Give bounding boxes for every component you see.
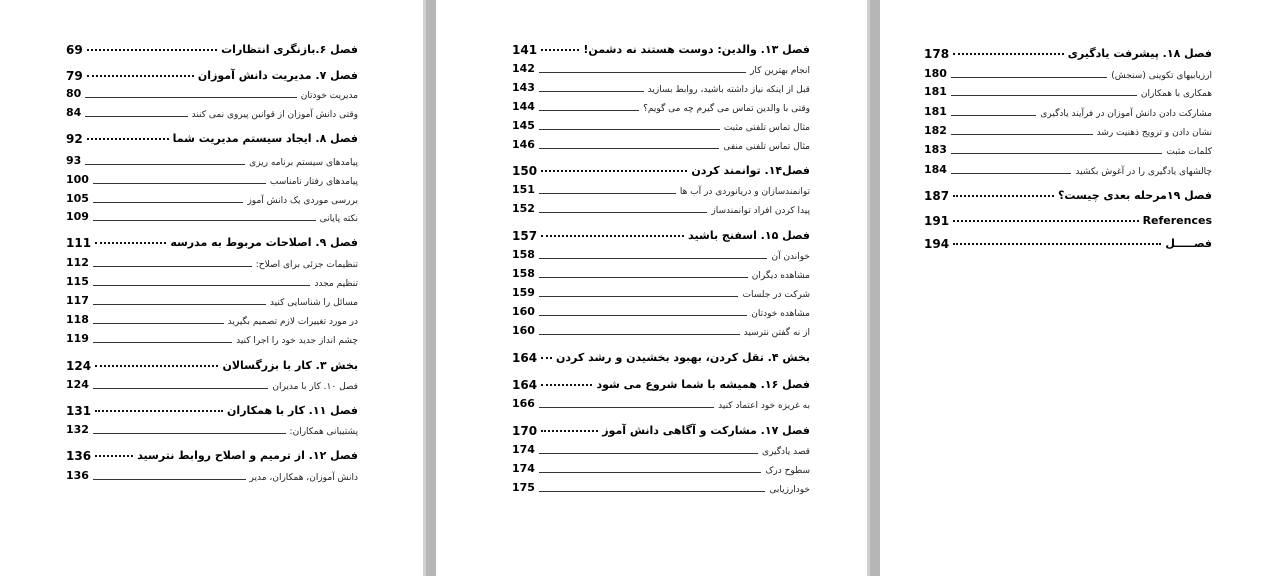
page-number: 80 xyxy=(66,87,82,100)
toc-subentry xyxy=(512,459,810,479)
section-title: مثال تماس تلفنی منفی xyxy=(723,142,810,152)
line-leader xyxy=(93,202,243,203)
page-number: 117 xyxy=(66,294,89,307)
line-leader xyxy=(93,479,246,480)
chapter-title: فصل ۱۹مرحله بعدی چیست؟ xyxy=(1058,189,1212,202)
page-number: 136 xyxy=(66,449,92,463)
toc-heading-entry xyxy=(66,40,358,60)
page-number: 141 xyxy=(512,43,538,57)
page-number: 170 xyxy=(512,424,538,438)
line-leader xyxy=(539,491,765,492)
section-title: قصد یادگیری xyxy=(762,447,810,457)
toc-subentry xyxy=(66,253,358,273)
toc-subentry xyxy=(66,420,358,440)
page-number: 160 xyxy=(512,305,535,318)
section-title: قبل از اینکه نیاز داشته باشید، روابط بسازید xyxy=(647,85,810,95)
page-number: 174 xyxy=(512,443,535,456)
page-number: 160 xyxy=(512,324,535,337)
toc-subentry xyxy=(66,375,358,395)
dot-leader xyxy=(87,75,194,77)
page-number: 93 xyxy=(66,154,82,167)
page-number: 142 xyxy=(512,62,535,75)
page-number: 145 xyxy=(512,119,535,132)
section-title: مدیریت خودتان xyxy=(300,91,358,101)
toc-heading-entry xyxy=(924,211,1212,231)
dot-leader xyxy=(95,242,166,244)
page-number: 136 xyxy=(66,469,89,482)
toc-subentry xyxy=(66,310,358,330)
page-number: 115 xyxy=(66,275,89,288)
section-title: سطوح درک xyxy=(765,466,810,476)
page-number: 181 xyxy=(924,105,947,118)
toc-subentry xyxy=(924,160,1212,180)
page-number: 164 xyxy=(512,351,538,365)
section-title: نشان دادن و ترویج ذهنیت رشد xyxy=(1096,128,1212,138)
chapter-title: فصل ۶.بازنگری انتظارات xyxy=(221,43,358,56)
page-number: 174 xyxy=(512,462,535,475)
toc-subentry xyxy=(512,116,810,136)
line-leader xyxy=(93,323,224,324)
section-title: چشم انداز جدید خود را اجرا کنید xyxy=(236,336,358,346)
dot-leader xyxy=(541,49,579,51)
toc-subentry xyxy=(66,291,358,311)
section-title: کلمات مثبت xyxy=(1166,147,1212,157)
chapter-title: فصل ۱۶. همیشه با شما شروع می شود xyxy=(596,378,810,391)
section-title: دانش آموزان، همکاران، مدیر xyxy=(249,473,358,483)
line-leader xyxy=(539,110,639,111)
toc-subentry xyxy=(924,121,1212,141)
chapter-title: فصل۱۴. توانمند کردن xyxy=(691,164,810,177)
page-number: 84 xyxy=(66,106,82,119)
toc-subentry xyxy=(924,140,1212,160)
toc-heading-entry xyxy=(66,66,358,86)
chapter-title: فصل ۱۲. از ترمیم و اصلاح روابط نترسید xyxy=(137,449,358,462)
section-title: پیامدهای سیستم برنامه ریزی xyxy=(249,158,358,168)
toc-subentry xyxy=(512,135,810,155)
page-number: 164 xyxy=(512,378,538,392)
section-title: در مورد تغییرات لازم تصمیم بگیرید xyxy=(227,317,358,327)
section-title: خودارزیابی xyxy=(769,485,810,495)
dot-leader xyxy=(95,410,223,412)
page-number: 79 xyxy=(66,69,83,83)
toc-subentry xyxy=(924,82,1212,102)
line-leader xyxy=(539,91,644,92)
toc-subentry xyxy=(66,151,358,171)
line-leader xyxy=(539,72,746,73)
toc-heading-entry xyxy=(66,356,358,376)
page-number: 124 xyxy=(66,378,89,391)
line-leader xyxy=(539,258,767,259)
page-number: 159 xyxy=(512,286,535,299)
section-title: بررسی موردی یک دانش آموز xyxy=(247,196,358,206)
page-gutter xyxy=(870,0,880,576)
line-leader xyxy=(93,433,286,434)
line-leader xyxy=(93,285,310,286)
page-number: 131 xyxy=(66,404,92,418)
chapter-title: فصل ۱۷. مشارکت و آگاهی دانش آموز xyxy=(602,424,810,437)
page-number: 146 xyxy=(512,138,535,151)
line-leader xyxy=(85,116,188,117)
page-number: 180 xyxy=(924,67,947,80)
dot-leader xyxy=(953,243,1161,245)
page-number: 158 xyxy=(512,248,535,261)
line-leader xyxy=(93,266,252,267)
section-title: انجام بهترین کار xyxy=(750,66,810,76)
section-title: ارزیابیهای تکوینی (سنجش) xyxy=(1111,71,1212,81)
section-title: همکاری با همکاران xyxy=(1140,89,1212,99)
section-title: فصل ۱۰. کار با مدیران xyxy=(272,382,358,392)
line-leader xyxy=(93,388,268,389)
page-number: 178 xyxy=(924,47,950,61)
page-number: 109 xyxy=(66,210,89,223)
dot-leader xyxy=(541,430,598,432)
toc-subentry xyxy=(924,64,1212,84)
toc-subentry xyxy=(512,440,810,460)
section-title: مشاهده دیگران xyxy=(751,271,810,281)
section-title: پیامدهای رفتار نامناسب xyxy=(269,177,358,187)
page-number: 187 xyxy=(924,189,950,203)
dot-leader xyxy=(541,235,684,237)
toc-subentry xyxy=(512,394,810,414)
toc-subentry xyxy=(66,189,358,209)
section-title: تنظیمات جزئی برای اصلاح: xyxy=(255,260,358,270)
dot-leader xyxy=(541,170,687,172)
line-leader xyxy=(539,315,747,316)
toc-subentry xyxy=(512,245,810,265)
page-number: 183 xyxy=(924,143,947,156)
page-number: 151 xyxy=(512,183,535,196)
toc-heading-entry xyxy=(512,348,810,368)
section-title: از نه گفتن نترسید xyxy=(743,328,810,338)
line-leader xyxy=(539,277,748,278)
toc-heading-entry xyxy=(512,161,810,181)
section-title: توانمندسازان و دریانوردی در آب ها xyxy=(679,187,810,197)
line-leader xyxy=(539,407,714,408)
page-number: 112 xyxy=(66,256,89,269)
dot-leader xyxy=(87,138,169,140)
page-number: 92 xyxy=(66,132,83,146)
line-leader xyxy=(539,212,707,213)
line-leader xyxy=(951,115,1036,116)
line-leader xyxy=(951,173,1071,174)
dot-leader xyxy=(953,195,1054,197)
toc-subentry xyxy=(512,78,810,98)
line-leader xyxy=(539,453,758,454)
line-leader xyxy=(539,296,738,297)
page-number: 194 xyxy=(924,237,950,251)
page-number: 105 xyxy=(66,192,89,205)
toc-subentry xyxy=(512,283,810,303)
toc-subentry xyxy=(512,199,810,219)
toc-heading-entry xyxy=(924,44,1212,64)
chapter-title: فصل ۸. ایجاد سیستم مدیریت شما xyxy=(172,132,358,145)
section-title: مسائل را شناسایی کنید xyxy=(269,298,358,308)
page-number: 157 xyxy=(512,229,538,243)
toc-heading-entry xyxy=(924,186,1212,206)
section-title: مشاهده خودتان xyxy=(751,309,810,319)
toc-subentry xyxy=(66,103,358,123)
section-title: مثال تماس تلفنی مثبت xyxy=(723,123,810,133)
section-title: پشتیبانی همکاران: xyxy=(289,427,358,437)
page-number: 119 xyxy=(66,332,89,345)
toc-subentry xyxy=(66,84,358,104)
section-title: وقتی با والدین تماس می گیرم چه می گویم؟ xyxy=(643,104,810,114)
line-leader xyxy=(539,193,676,194)
section-title: تنظیم مجدد xyxy=(314,279,358,289)
section-title: مشارکت دادن دانش آموزان در فرآیند یادگیری xyxy=(1040,109,1212,119)
toc-subentry xyxy=(66,466,358,486)
chapter-title: فصل ۱۳. والدین: دوست هستند نه دشمن! xyxy=(583,43,810,56)
page-gutter xyxy=(426,0,436,576)
dot-leader xyxy=(95,365,218,367)
page-number: 150 xyxy=(512,164,538,178)
page-number: 184 xyxy=(924,163,947,176)
toc-heading-entry xyxy=(66,401,358,421)
dot-leader xyxy=(953,53,1064,55)
toc-subentry xyxy=(512,180,810,200)
page-number: 191 xyxy=(924,214,950,228)
line-leader xyxy=(93,342,232,343)
page-number: 182 xyxy=(924,124,947,137)
page-number: 144 xyxy=(512,100,535,113)
page-number: 111 xyxy=(66,236,92,250)
chapter-title: بخش ۴. تقل کردن، بهبود بخشیدن و رشد کردن xyxy=(556,351,810,364)
line-leader xyxy=(539,472,761,473)
chapter-title: فصل ۹. اصلاحات مربوط به مدرسه xyxy=(170,236,358,249)
page-number: 175 xyxy=(512,481,535,494)
page-number: 181 xyxy=(924,85,947,98)
toc-heading-entry xyxy=(66,233,358,253)
toc-heading-entry xyxy=(512,40,810,60)
chapter-title: References xyxy=(1142,214,1212,227)
page-number: 69 xyxy=(66,43,83,57)
line-leader xyxy=(539,334,740,335)
toc-subentry xyxy=(66,170,358,190)
chapter-title: فصل ۱۱. کار با همکاران xyxy=(227,404,358,417)
line-leader xyxy=(93,220,316,221)
dot-leader xyxy=(541,357,552,359)
page-number: 118 xyxy=(66,313,89,326)
section-title: نکته پایانی xyxy=(319,214,358,224)
line-leader xyxy=(93,304,266,305)
chapter-title: فصـــــل xyxy=(1165,237,1212,250)
line-leader xyxy=(951,95,1137,96)
dot-leader xyxy=(541,384,592,386)
chapter-title: بخش ۳. کار با بزرگسالان xyxy=(222,359,358,372)
page-number: 124 xyxy=(66,359,92,373)
toc-heading-entry xyxy=(512,226,810,246)
toc-heading-entry xyxy=(924,234,1212,254)
toc-subentry xyxy=(512,59,810,79)
section-title: به غریزه خود اعتماد کنید xyxy=(718,401,810,411)
section-title: شرکت در جلسات xyxy=(742,290,810,300)
line-leader xyxy=(85,164,245,165)
chapter-title: فصل ۱۵. اسفنج باشید xyxy=(688,229,810,242)
section-title: خواندن آن xyxy=(771,252,810,262)
toc-subentry xyxy=(512,478,810,498)
toc-subentry xyxy=(66,207,358,227)
page-number: 132 xyxy=(66,423,89,436)
line-leader xyxy=(539,129,720,130)
page-number: 166 xyxy=(512,397,535,410)
dot-leader xyxy=(95,455,133,457)
page-number: 143 xyxy=(512,81,535,94)
section-title: پیدا کردن افراد توانمندساز xyxy=(711,206,810,216)
section-title: وقتی دانش آموزان از قوانین پیروی نمی کنند xyxy=(191,110,358,120)
toc-subentry xyxy=(512,321,810,341)
page-number: 152 xyxy=(512,202,535,215)
toc-subentry xyxy=(512,302,810,322)
line-leader xyxy=(85,97,297,98)
toc-heading-entry xyxy=(512,421,810,441)
page-number: 158 xyxy=(512,267,535,280)
toc-subentry xyxy=(66,329,358,349)
toc-subentry xyxy=(512,264,810,284)
line-leader xyxy=(951,134,1093,135)
line-leader xyxy=(951,77,1107,78)
section-title: چالشهای یادگیری را در آغوش بکشید xyxy=(1075,167,1212,177)
page-number: 100 xyxy=(66,173,89,186)
toc-heading-entry xyxy=(66,446,358,466)
line-leader xyxy=(951,153,1162,154)
line-leader xyxy=(539,148,719,149)
toc-subentry xyxy=(512,97,810,117)
chapter-title: فصل ۷. مدیریت دانش آموزان xyxy=(197,69,358,82)
toc-subentry xyxy=(924,102,1212,122)
line-leader xyxy=(93,183,266,184)
toc-heading-entry xyxy=(512,375,810,395)
dot-leader xyxy=(87,49,217,51)
chapter-title: فصل ۱۸. پیشرفت یادگیری xyxy=(1067,47,1212,60)
toc-subentry xyxy=(66,272,358,292)
dot-leader xyxy=(953,220,1139,222)
toc-heading-entry xyxy=(66,129,358,149)
